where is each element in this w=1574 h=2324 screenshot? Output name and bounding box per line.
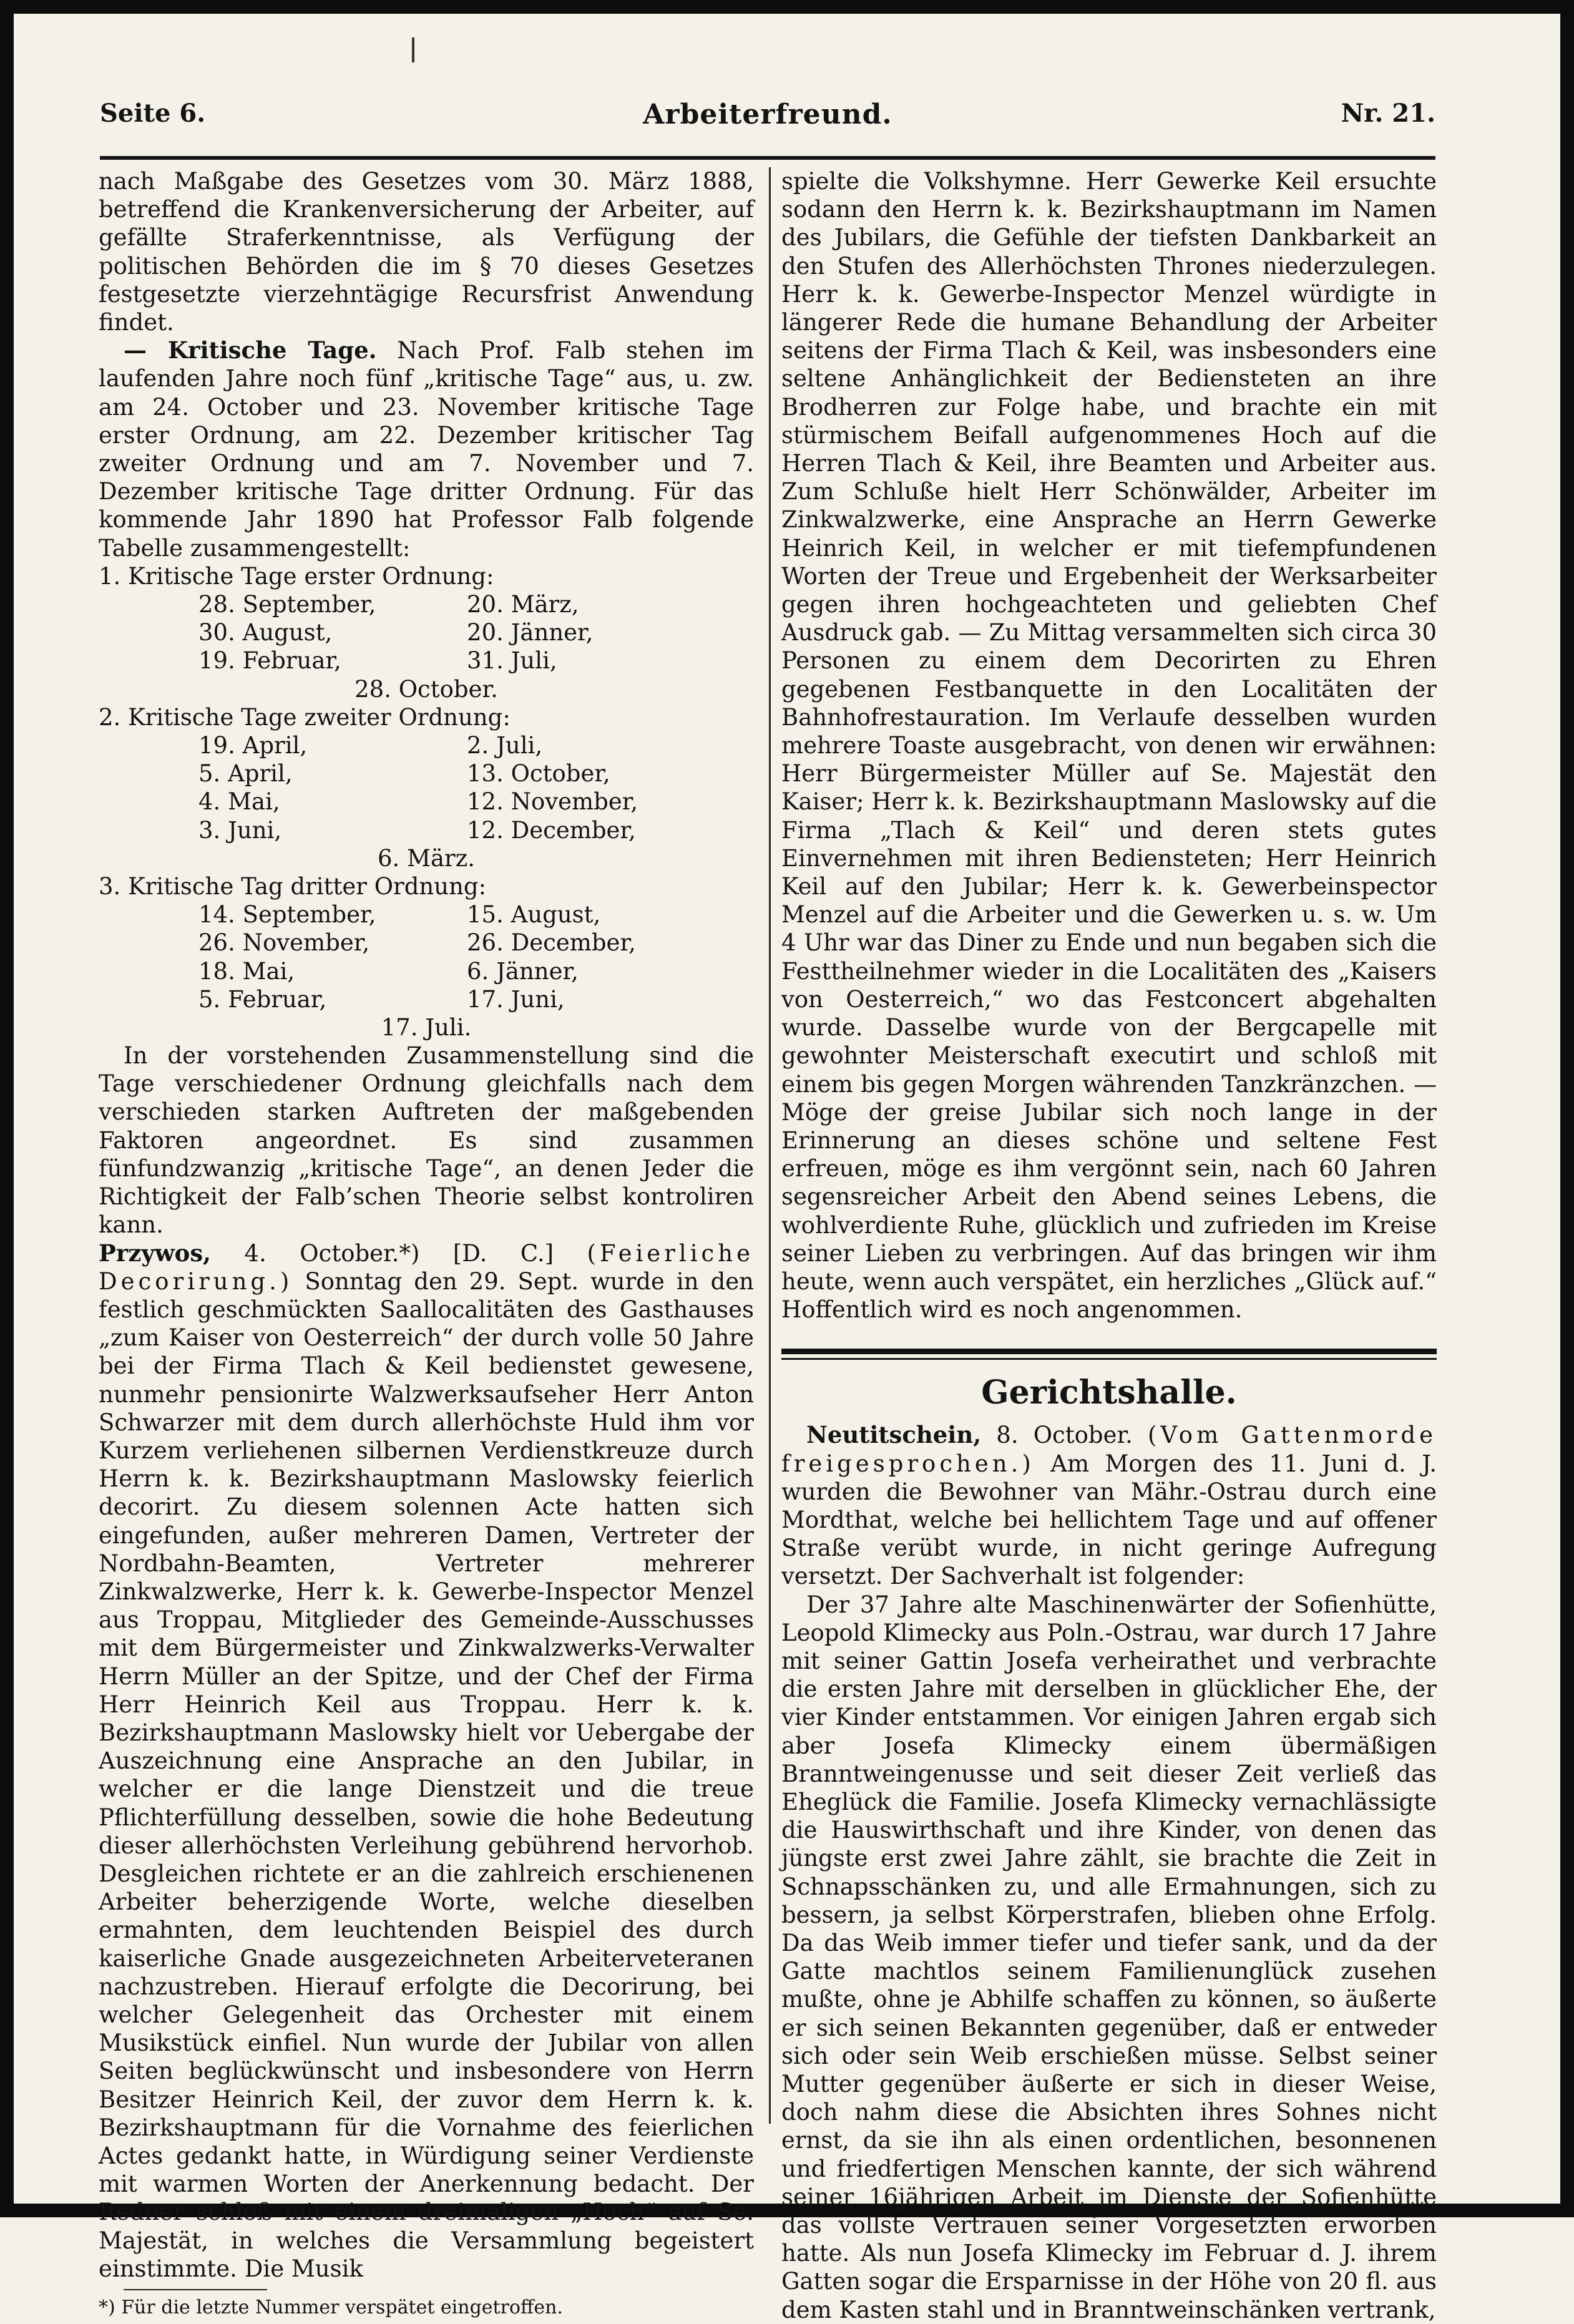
article-text: In der vorstehenden Zusammenstellung sind die Tage verschiedener Ordnung gleichfalls nach dem verschieden starken Auftreten der maßgebenden Faktoren angeordnet. Es sind zusammen fünfundzwanzig „kritische Tage“, an denen Jeder die Richtigkeit der Falb’schen Theorie selbst kontroliren kann.	[99, 1042, 754, 1239]
article-text: Der 37 Jahre alte Maschinenwärter der Sofienhütte, Leopold Klimecky aus Poln.-Ostrau, war durch 17 Jahre mit seiner Gattin Josefa verheirathet und verbrachte die ersten Jahre mit derselben in glücklicher Ehe, der vier Kinder entstammen. Vor einigen Jahren ergab sich aber Josefa Klimecky einem übermäßigen Branntweingenusse und seit dieser Zeit verließ das Eheglück die Familie. Josefa Klimecky vernachlässigte die Hauswirthschaft und ihre Kinder, von denen das jüngste erst zwei Jahre zählt, sie brachte die Zeit in Schnapsschänken zu, und alle Ermahnungen, sich zu bessern, ja selbst Körperstrafen, blieben ohne Erfolg. Da das Weib immer tiefer und tiefer sank, und da der Gatte machtlos seinem Familienunglück zusehen mußte, ohne je Abhilfe schaffen zu können, so äußerte er sich seinen Bekannten gegenüber, daß er entweder sich oder sein Weib erschießen müsse. Selbst seiner Mutter gegenüber äußerte er sich in dieser Weise, doch nahm diese die Absichten ihres Sohnes nicht ernst, da sie ihn als einen ordentlichen, besonnenen und friedfertigen Menschen kannte, der sich während seiner 16jährigen Arbeit im Dienste der Sofienhütte das vollste Vertrauen seiner Vorgesetzten erworben hatte. Als nun Josefa Klimecky im Februar d. J. ihrem Gatten sogar die Ersparnisse in der Höhe von 20 fl. aus dem Kasten stahl und in Branntweinschänken vertrank,	[781, 1591, 1437, 2323]
page-number: Seite 6.	[100, 99, 206, 128]
table-row	[99, 901, 754, 929]
table-cell: 26. November,	[198, 929, 370, 957]
date-table	[99, 590, 754, 703]
table-cell: 20. März,	[467, 591, 579, 618]
article-continuation: nach Maßgabe des Gesetzes vom 30. März 1888, betreffend die Krankenversicherung der Arbeiter, auf gefällte Straferkenntnisse, als Verfügung der politischen Behörden die im § 70 dieses Gesetzes festgesetzte vierzehntägige Recursfrist Anwendung findet.	[99, 168, 754, 336]
table-cell: 3. Juni,	[198, 816, 282, 844]
article-subject: (Feierliche Decorirung.)	[99, 1239, 754, 1295]
table-row-centered	[99, 844, 754, 872]
table-row-centered	[99, 1013, 754, 1042]
header-rule	[100, 156, 1435, 160]
article-przywos	[99, 1239, 754, 2283]
column-divider	[769, 167, 771, 2124]
table-row	[99, 618, 754, 647]
table-row	[99, 788, 754, 816]
table-row-centered	[99, 675, 754, 703]
paper-title: Arbeiterfreund.	[643, 99, 892, 130]
article-text: Nach Prof. Falb stehen im laufenden Jahre noch fünf „kritische Tage“ aus, u. zw. am 24. October und 23. November kritische Tage erster Ordnung, am 22. Dezember kritischer Tag zweiter Ordnung und am 7. November und 7. Dezember kritische Tage dritter Ordnung. Für das kommende Jahr 1890 hat Professor Falb folgende Tabelle zusammengestellt:	[99, 337, 754, 562]
article-continuation: spielte die Volkshymne. Herr Gewerke Keil ersuchte sodann den Herrn k. k. Bezirkshauptmann im Namen des Jubilars, die Gefühle der tiefsten Dankbarkeit an den Stufen des Allerhöchsten Thrones niederzulegen. Herr k. k. Gewerbe-Inspector Menzel würdigte in längerer Rede die humane Behandlung der Arbeiter seitens der Firma Tlach & Keil, was insbesonders eine seltene Anhänglichkeit der Bediensteten an ihre Brodherren zur Folge habe, und brachte ein mit stürmischem Beifall aufgenommenes Hoch auf die Herren Tlach & Keil, ihre Beamten und Arbeiter aus. Zum Schluße hielt Herr Schönwälder, Arbeiter im Zinkwalzwerke, eine Ansprache an Herrn Gewerke Heinrich Keil, in welcher er mit tiefempfundenen Worten der Treue und Ergebenheit der Werksarbeiter gegen ihren hochgeachteten und geliebten Chef Ausdruck gab. — Zu Mittag versammelten sich circa 30 Personen zu einem dem Decorirten zu Ehren gegebenen Festbanquette in den Localitäten der Bahnhofrestauration. Im Verlaufe desselben wurden mehrere Toaste ausgebracht, von denen wir erwähnen: Herr Bürgermeister Müller auf Se. Majestät den Kaiser; Herr k. k. Bezirkshauptmann Maslowsky auf die Firma „Tlach & Keil“ und deren stets gutes Einvernehmen mit ihren Bediensteten; Herr Heinrich Keil auf den Jubilar; Herr k. k. Gewerbeinspector Menzel auf die Arbeiter und die Gewerken u. s. w. Um 4 Uhr war das Diner zu Ende und nun begaben sich die Festtheilnehmer wieder in die Localitäten des „Kaisers von Oesterreich,“ wo das Festconcert abgehalten wurde. Dasselbe wurde von der Bergcapelle mit gewohnter Meisterschaft executirt und schloß mit einem bis gegen Morgen währenden Tanzkränzchen. — Möge der greise Jubilar sich noch lange in der Erinnerung an dieses schöne und seltene Fest erfreuen, möge es ihm vergönnt sein, nach 60 Jahren segensreicher Arbeit den Abend seines Lebens, die wohlverdiente Ruhe, glücklich und zufrieden im Kreise seiner Lieben zu verbringen. Auf das bringen wir ihm heute, wenn auch verspätet, ein herzliches „Glück auf.“ Hoffentlich wird es noch angenommen.	[781, 168, 1437, 1324]
issue-number: Nr. 21.	[1341, 99, 1435, 128]
table-cell: 5. Februar,	[198, 985, 327, 1013]
article-subject: (Vom Gattenmorde freigesprochen.)	[781, 1422, 1437, 1477]
list-group-title: 2. Kritische Tage zweiter Ordnung:	[99, 703, 511, 731]
article-place: Przywos,	[99, 1239, 212, 1267]
article-dateline: 4. October.*) [D. C.]	[244, 1239, 554, 1267]
article-text: Am Morgen des 11. Juni d. J. wurden die Bewohner van Mähr.-Ostrau durch eine Mordthat, welche bei hellichtem Tage und auf offener Straße verübt wurde, in nicht geringe Aufregung versetzt. Der Sachverhalt ist folgender:	[781, 1450, 1437, 1590]
divider-thin-rule	[781, 1358, 1437, 1360]
table-cell: 5. April,	[198, 760, 293, 788]
date-table	[99, 731, 754, 872]
table-cell: 6. März.	[378, 844, 475, 872]
table-row	[99, 957, 754, 985]
table-cell: 28. September,	[198, 591, 376, 618]
table-cell: 31. Juli,	[467, 647, 557, 675]
date-table	[99, 901, 754, 1042]
section-title: Gerichtshalle.	[981, 1374, 1237, 1412]
table-cell: 12. November,	[467, 788, 638, 816]
section-divider	[781, 1349, 1437, 1360]
footnote: *) Für die letzte Nummer verspätet eingetroffen.	[99, 2297, 563, 2319]
table-cell: 26. December,	[467, 929, 636, 957]
table-cell: 15. August,	[467, 901, 601, 929]
table-cell: 19. Februar,	[198, 647, 341, 675]
table-cell: 14. September,	[198, 901, 376, 929]
footnote-rule	[124, 2289, 267, 2290]
page-header	[100, 94, 1435, 144]
list-group-title: 3. Kritische Tag dritter Ordnung:	[99, 872, 487, 900]
table-row	[99, 816, 754, 844]
article-neutitschein	[781, 1421, 1437, 1590]
table-cell: 12. December,	[467, 816, 636, 844]
table-cell: 6. Jänner,	[467, 957, 579, 985]
table-row	[99, 929, 754, 957]
article-text: Sonntag den 29. Sept. wurde in den festlich geschmückten Saallocalitäten des Gasthauses „zum Kaiser von Oesterreich“ der durch volle 50 Jahre bei der Firma Tlach & Keil bedienstet gewesene, nunmehr pensionirte Walzwerksaufseher Herr Anton Schwarzer mit dem durch allerhöchste Huld ihm vor Kurzem verliehenen silbernen Verdienstkreuze durch Herrn k. k. Bezirkshauptmann Maslowsky feierlich decorirt. Zu diesem solennen Acte hatten sich eingefunden, außer mehreren Damen, Vertreter der Nordbahn-Beamten, Vertreter mehrerer Zinkwalzwerke, Herr k. k. Gewerbe-Inspector Menzel aus Troppau, Mitglieder des Gemeinde-Ausschusses mit dem Bürgermeister und Zinkwalzwerks-Verwalter Herrn Müller an der Spitze, und der Chef der Firma Herr Heinrich Keil aus Troppau. Herr k. k. Bezirkshauptmann Maslowsky hielt vor Uebergabe der Auszeichnung eine Ansprache an den Jubilar, in welcher er die lange Dienstzeit und die treue Pflichterfüllung desselben, sowie die hohe Bedeutung dieser allerhöchsten Verleihung gebührend hervorhob. Desgleichen richtete er an die zahlreich erschienenen Arbeiter beherzigende Worte, welche dieselben ermahnten, dem leuchtenden Beispiel des durch kaiserliche Gnade ausgezeichneten Arbeiterveteranen nachzustreben. Hierauf erfolgte die Decorirung, bei welcher Gelegenheit das Orchester mit einem Musikstück einfiel. Nun wurde der Jubilar von allen Seiten beglückwünscht und insbesondere von Herrn Besitzer Heinrich Keil, der zuvor dem Herrn k. k. Bezirkshauptmann für die Vornahme des feierlichen Actes gedankt hatte, in Würdigung seiner Verdienste mit warmen Worten der Anerkennung bedacht. Der Redner schloß mit einem dreimaligen „Hoch“ auf Se. Majestät, in welches die Versammlung begeistert einstimmte. Die Musik	[99, 1267, 755, 2282]
table-cell: 30. August,	[198, 619, 333, 647]
article-dateline: 8. October.	[996, 1422, 1133, 1449]
table-cell: 20. Jänner,	[467, 619, 594, 647]
binding-mark	[412, 37, 414, 62]
table-row	[99, 647, 754, 675]
table-row	[99, 985, 754, 1013]
table-cell: 28. October.	[354, 675, 498, 703]
table-cell: 17. Juni,	[467, 985, 565, 1013]
table-row	[99, 590, 754, 618]
article-kritische-tage	[99, 336, 754, 562]
table-row	[99, 759, 754, 788]
article-heading: — Kritische Tage.	[124, 336, 377, 364]
left-column	[99, 167, 754, 2320]
article-place: Neutitschein,	[806, 1421, 982, 1449]
table-cell: 18. Mai,	[198, 957, 295, 985]
table-cell: 17. Juli.	[381, 1013, 472, 1041]
right-column	[781, 167, 1437, 2324]
table-row	[99, 731, 754, 759]
table-cell: 4. Mai,	[198, 788, 280, 816]
list-group-title: 1. Kritische Tage erster Ordnung:	[99, 562, 494, 590]
table-cell: 13. October,	[467, 760, 610, 788]
table-cell: 19. April,	[198, 732, 308, 759]
table-cell: 2. Juli,	[467, 732, 543, 759]
divider-thick-rule	[781, 1349, 1437, 1354]
